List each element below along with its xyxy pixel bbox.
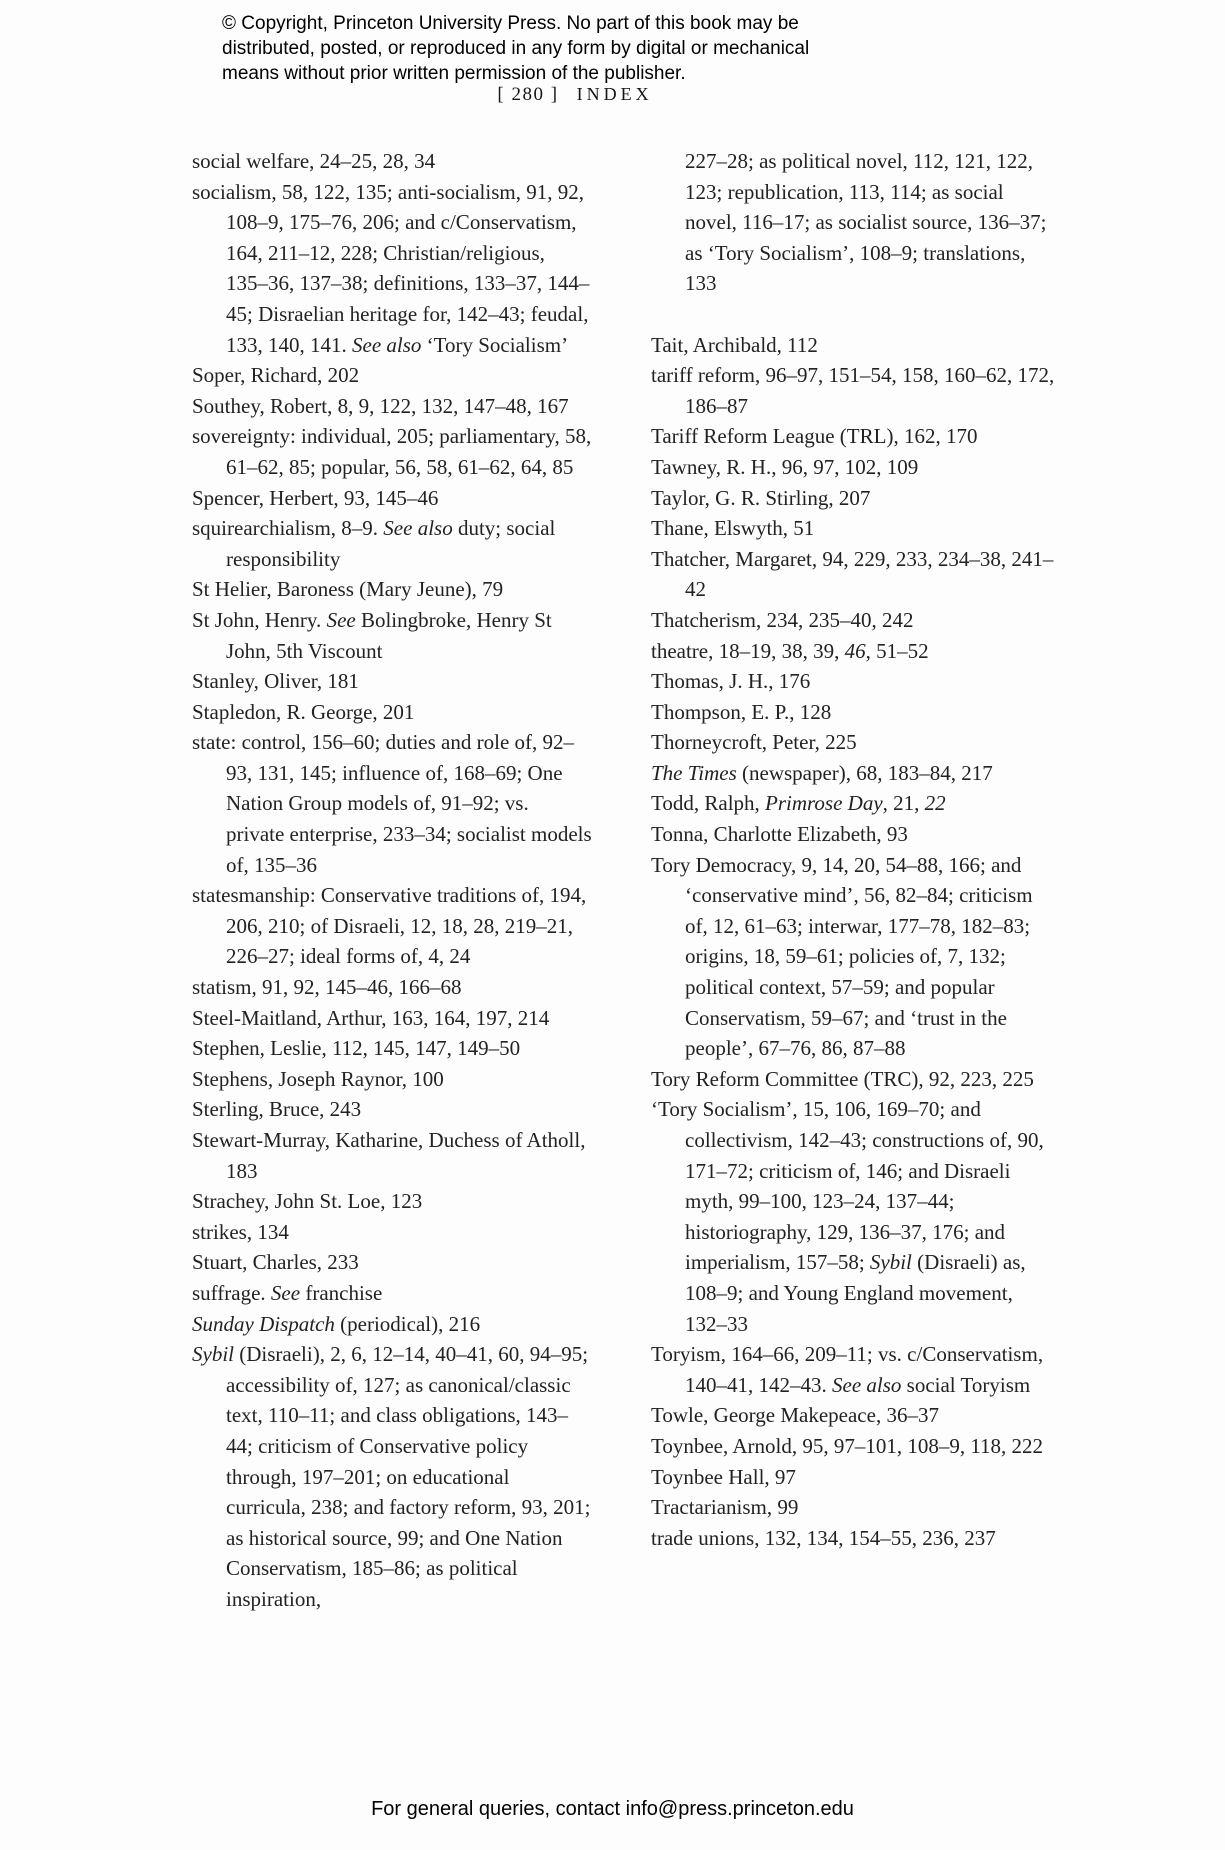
index-entry: Tory Reform Committee (TRC), 92, 223, 225 [651, 1066, 1034, 1091]
italic-text: See also [383, 516, 453, 541]
index-entry: sovereignty: individual, 205; parliamentary, 58, 61–62, 85; popular, 56, 58, 61–62, 64, 85 [192, 424, 592, 479]
index-entry: Thatcher, Margaret, 94, 229, 233, 234–38, 241–42 [651, 546, 1054, 602]
italic-text: Sybil [192, 1342, 234, 1367]
index-entry: tariff reform, 96–97, 151–54, 158, 160–62, 172, 186–87 [651, 363, 1055, 418]
index-entry: Thomas, J. H., 176 [651, 669, 811, 694]
index-entry: Sterling, Bruce, 243 [192, 1097, 362, 1122]
index-entry: ‘Tory Socialism’, 15, 106, 169–70; and collectivism, 142–43; constructions of, 90, 171–72; criticism of, 146; and Disraeli myth, 99–100, 123–24, 137–44; historiography, 129, 136–37, 176; and imperialism, 157–58; Sybil (Disraeli) as, 108–9; and Young England movement, 132–33 [651, 1097, 1044, 1336]
copyright-line-3: means without prior written permission of the publisher. [222, 63, 686, 84]
index-entry: Soper, Richard, 202 [192, 363, 360, 388]
index-entry: Toynbee, Arnold, 95, 97–101, 108–9, 118, 222 [651, 1433, 1044, 1458]
index-entry: Tawney, R. H., 96, 97, 102, 109 [651, 454, 919, 479]
index-entry: Toynbee Hall, 97 [651, 1464, 796, 1489]
italic-text: Primrose Day [765, 791, 883, 816]
index-entry: statesmanship: Conservative traditions of, 194, 206, 210; of Disraeli, 12, 18, 28, 219–21, 226–27; ideal forms of, 4, 24 [192, 883, 587, 969]
index-entry: Steel-Maitland, Arthur, 163, 164, 197, 214 [192, 1005, 550, 1030]
index-entry: Stanley, Oliver, 181 [192, 669, 359, 694]
index-entry: trade unions, 132, 134, 154–55, 236, 237 [651, 1525, 996, 1550]
index-entry: 227–28; as political novel, 112, 121, 122, 123; republication, 113, 114; as social novel, 116–17; as socialist source, 136–37; as ‘Tory Socialism’, 108–9; translations, 133 [685, 149, 1047, 296]
copyright-notice [222, 11, 862, 86]
section-title: INDEX [576, 84, 653, 104]
index-entry: Tait, Archibald, 112 [651, 332, 818, 357]
running-head [165, 84, 985, 106]
italic-text: The Times [651, 760, 737, 785]
italic-text: Sunday Dispatch [192, 1311, 335, 1336]
index-entry: theatre, 18–19, 38, 39, 46, 51–52 [651, 638, 929, 663]
index-entry: The Times (newspaper), 68, 183–84, 217 [651, 760, 993, 785]
index-entry: Taylor, G. R. Stirling, 207 [651, 485, 871, 510]
index-entry: St Helier, Baroness (Mary Jeune), 79 [192, 577, 504, 602]
italic-text: See also [832, 1372, 902, 1397]
index-entry: squirearchialism, 8–9. See also duty; social responsibility [192, 516, 556, 571]
index-entry: Spencer, Herbert, 93, 145–46 [192, 485, 439, 510]
index-entry: Stuart, Charles, 233 [192, 1250, 359, 1275]
index-entry: Tractarianism, 99 [651, 1495, 799, 1520]
index-entry: Thompson, E. P., 128 [651, 699, 832, 724]
index-entry: Southey, Robert, 8, 9, 122, 132, 147–48, 167 [192, 393, 569, 418]
index-entry: Tonna, Charlotte Elizabeth, 93 [651, 822, 908, 847]
index-entry: Strachey, John St. Loe, 123 [192, 1189, 423, 1214]
index-entry: Towle, George Makepeace, 36–37 [651, 1403, 939, 1428]
index-entry: Stapledon, R. George, 201 [192, 699, 415, 724]
italic-text: 22 [924, 791, 946, 816]
italic-text: See [270, 1280, 301, 1305]
index-entry: Thorneycroft, Peter, 225 [651, 730, 857, 755]
copyright-line-2: distributed, posted, or reproduced in any form by digital or mechanical [222, 38, 810, 59]
index-entry: Sunday Dispatch (periodical), 216 [192, 1311, 481, 1336]
index-right-column [651, 146, 1056, 1553]
italic-text: See also [352, 332, 422, 357]
index-entry: socialism, 58, 122, 135; anti-socialism, 91, 92, 108–9, 175–76, 206; and c/Conservatism, 164, 211–12, 228; Christian/religious, 135–36, 137–38; definitions, 133–37, 144–45; Disraelian heritage for, 142–43; feudal, 133, 140, 141. See also ‘Tory Socialism’ [192, 179, 590, 357]
index-left-column [192, 146, 592, 1615]
italic-text: Sybil [869, 1250, 912, 1275]
index-entry: Stephens, Joseph Raynor, 100 [192, 1066, 444, 1091]
index-entry: statism, 91, 92, 145–46, 166–68 [192, 975, 462, 1000]
italic-text: See [326, 607, 356, 632]
index-entry: Thatcherism, 234, 235–40, 242 [651, 607, 914, 632]
copyright-line-1: © Copyright, Princeton University Press. No part of this book may be [222, 13, 799, 34]
index-entry: Stephen, Leslie, 112, 145, 147, 149–50 [192, 1036, 521, 1061]
index-entry: Todd, Ralph, Primrose Day, 21, 22 [651, 791, 946, 816]
index-entry: Toryism, 164–66, 209–11; vs. c/Conservatism, 140–41, 142–43. See also social Toryism [651, 1342, 1044, 1397]
index-entry: state: control, 156–60; duties and role of, 92–93, 131, 145; influence of, 168–69; One Nation Group models of, 91–92; vs. private enterprise, 233–34; socialist models of, 135–36 [192, 730, 592, 877]
index-entry: suffrage. See franchise [192, 1280, 383, 1305]
index-entry: Tory Democracy, 9, 14, 20, 54–88, 166; and ‘conservative mind’, 56, 82–84; criticism of, 12, 61–63; interwar, 177–78, 182–83; origins, 18, 59–61; policies of, 7, 132; political context, 57–59; and popular Conservatism, 59–67; and ‘trust in the people’, 67–76, 86, 87–88 [651, 852, 1033, 1061]
index-entry: Stewart-Murray, Katharine, Duchess of Atholl, 183 [192, 1128, 586, 1183]
footer-contact: For general queries, contact info@press.princeton.edu [371, 1798, 854, 1820]
index-entry: strikes, 134 [192, 1219, 289, 1244]
index-entry: Tariff Reform League (TRL), 162, 170 [651, 424, 978, 449]
page-number: [ 280 ] [497, 84, 559, 105]
index-entry: social welfare, 24–25, 28, 34 [192, 149, 436, 173]
index-entry: Thane, Elswyth, 51 [651, 516, 815, 541]
italic-text: 46 [844, 638, 866, 663]
index-entry: St John, Henry. See Bolingbroke, Henry St John, 5th Viscount [192, 607, 552, 663]
index-entry: Sybil (Disraeli), 2, 6, 12–14, 40–41, 60, 94–95; accessibility of, 127; as canonical/classic text, 110–11; and class obligations, 143–44; criticism of Conservative policy through, 197–201; on educational curricula, 238; and factory reform, 93, 201; as historical source, 99; and One Nation Conservatism, 185–86; as political inspiration, [192, 1342, 591, 1611]
